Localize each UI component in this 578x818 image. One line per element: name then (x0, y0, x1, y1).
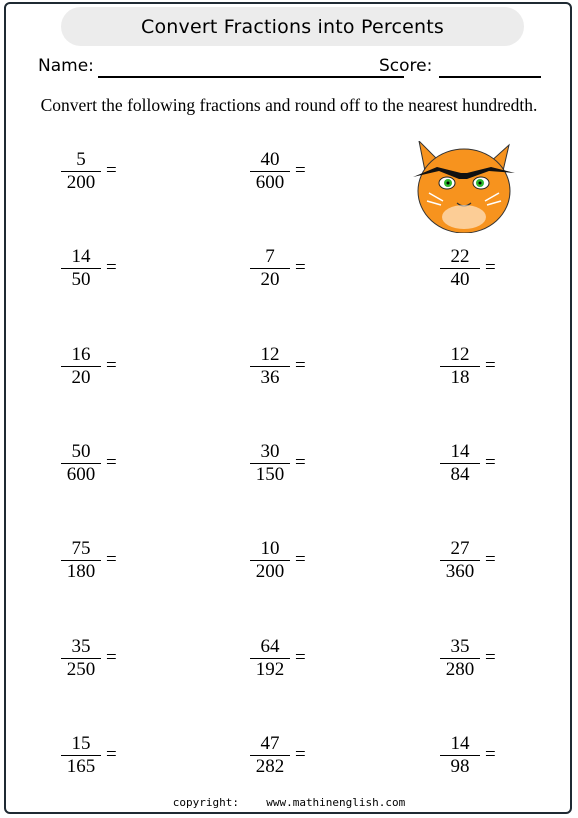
instructions: Convert the following fractions and round off to the nearest hundredth. (40, 95, 538, 115)
fraction (250, 538, 290, 583)
fraction (440, 733, 480, 778)
denominator: 192 (255, 658, 285, 680)
denominator: 20 (260, 269, 280, 291)
equals-sign: = (295, 549, 306, 571)
denominator: 600 (255, 172, 285, 193)
fraction (440, 538, 480, 583)
fraction (250, 636, 290, 681)
numerator: 30 (260, 440, 280, 462)
numerator: 14 (450, 440, 470, 462)
fraction (61, 733, 101, 778)
equals-sign: = (485, 549, 496, 571)
equals-sign: = (106, 257, 117, 279)
equals-sign: = (295, 160, 306, 181)
student-info-row (38, 56, 548, 80)
numerator: 10 (260, 538, 280, 560)
fraction (61, 441, 101, 486)
fraction (440, 441, 480, 486)
numerator: 50 (71, 440, 91, 462)
equals-sign: = (295, 451, 306, 473)
equals-sign: = (485, 354, 496, 376)
name-blank[interactable] (98, 76, 404, 78)
numerator: 7 (265, 246, 275, 268)
equals-sign: = (485, 451, 496, 473)
fraction (61, 344, 101, 389)
equals-sign: = (295, 354, 306, 376)
fraction (440, 636, 480, 681)
numerator: 75 (71, 538, 91, 560)
numerator: 12 (260, 343, 280, 365)
worksheet-border (4, 2, 572, 814)
fraction (250, 246, 290, 291)
fraction (440, 246, 480, 291)
denominator: 200 (66, 172, 96, 193)
equals-sign: = (106, 646, 117, 668)
fraction (61, 149, 101, 194)
denominator: 20 (71, 366, 91, 388)
page-title: Convert Fractions into Percents (141, 15, 444, 38)
equals-sign: = (485, 257, 496, 279)
fraction (440, 344, 480, 389)
equals-sign: = (295, 743, 306, 765)
denominator: 150 (255, 463, 285, 485)
equals-sign: = (106, 549, 117, 571)
footer (0, 796, 578, 809)
denominator: 200 (255, 561, 285, 583)
numerator: 15 (71, 732, 91, 754)
denominator: 84 (450, 463, 470, 485)
denominator: 18 (450, 366, 470, 388)
fraction (250, 149, 290, 194)
equals-sign: = (485, 646, 496, 668)
numerator: 40 (260, 149, 280, 170)
denominator: 360 (445, 561, 475, 583)
denominator: 98 (450, 755, 470, 777)
equals-sign: = (106, 743, 117, 765)
numerator: 35 (450, 635, 470, 657)
fraction (250, 733, 290, 778)
numerator: 27 (450, 538, 470, 560)
title-banner (61, 7, 524, 46)
denominator: 282 (255, 755, 285, 777)
denominator: 180 (66, 561, 96, 583)
equals-sign: = (485, 743, 496, 765)
denominator: 50 (71, 269, 91, 291)
denominator: 36 (260, 366, 280, 388)
numerator: 35 (71, 635, 91, 657)
numerator: 64 (260, 635, 280, 657)
fraction (61, 246, 101, 291)
fraction (250, 441, 290, 486)
denominator: 600 (66, 463, 96, 485)
denominator: 40 (450, 269, 470, 291)
equals-sign: = (106, 354, 117, 376)
fraction (61, 538, 101, 583)
numerator: 12 (450, 343, 470, 365)
numerator: 16 (71, 343, 91, 365)
website-link[interactable]: www.mathinenglish.com (266, 796, 406, 809)
denominator: 250 (66, 658, 96, 680)
numerator: 47 (260, 732, 280, 754)
score-blank[interactable] (439, 76, 541, 78)
name-label: Name: (38, 56, 94, 76)
numerator: 14 (71, 246, 91, 268)
denominator: 165 (66, 755, 96, 777)
numerator: 14 (450, 732, 470, 754)
numerator: 22 (450, 246, 470, 268)
fraction (250, 344, 290, 389)
numerator: 5 (76, 149, 86, 170)
fraction (61, 636, 101, 681)
cat-face-icon (409, 141, 519, 233)
score-label: Score: (379, 56, 433, 76)
equals-sign: = (295, 257, 306, 279)
copyright-label: copyright: (172, 796, 239, 809)
equals-sign: = (106, 160, 117, 181)
denominator: 280 (445, 658, 475, 680)
equals-sign: = (295, 646, 306, 668)
equals-sign: = (106, 451, 117, 473)
